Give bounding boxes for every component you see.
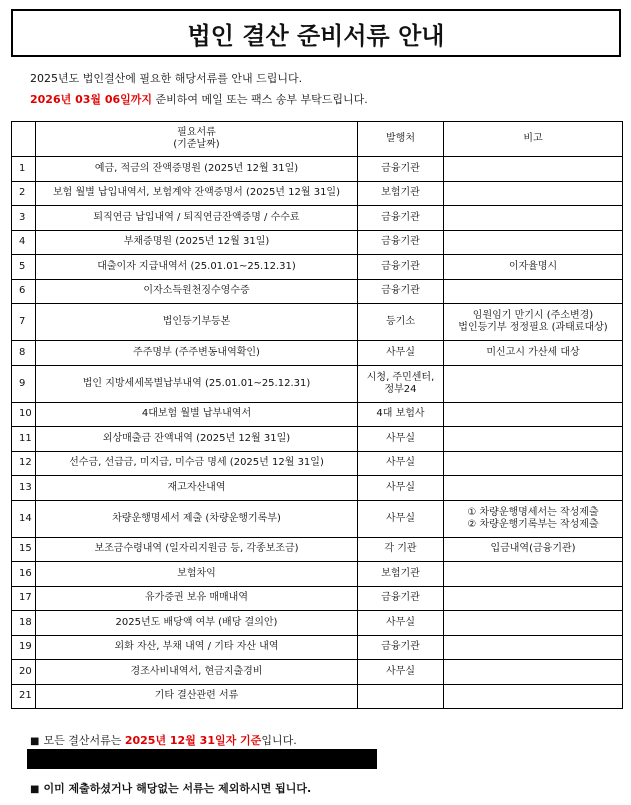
table-row xyxy=(12,562,623,587)
row-note xyxy=(444,230,623,255)
row-note-line: ② 차량운행기록부는 작성제출 xyxy=(467,518,599,530)
row-number: 9 xyxy=(12,365,36,402)
table-row xyxy=(12,537,623,562)
row-number: 13 xyxy=(12,476,36,501)
row-issuer: 금융기관 xyxy=(358,157,444,182)
row-issuer: 금융기관 xyxy=(358,255,444,280)
row-number: 15 xyxy=(12,537,36,562)
row-note xyxy=(444,402,623,427)
row-document: 경조사비내역서, 현금지출경비 xyxy=(36,660,358,685)
row-number: 4 xyxy=(12,230,36,255)
row-document: 기타 결산관련 서류 xyxy=(36,684,358,709)
row-number: 19 xyxy=(12,635,36,660)
row-issuer: 금융기관 xyxy=(358,206,444,231)
intro-line-2-rest: 준비하여 메일 또는 팩스 송부 부탁드립니다. xyxy=(152,93,368,106)
row-issuer: 사무실 xyxy=(358,660,444,685)
table-row xyxy=(12,255,623,280)
table-row xyxy=(12,660,623,685)
row-issuer: 4대 보험사 xyxy=(358,402,444,427)
row-issuer: 각 기관 xyxy=(358,537,444,562)
row-issuer xyxy=(358,684,444,709)
bullet-square-icon: ■ xyxy=(30,736,40,747)
row-number: 5 xyxy=(12,255,36,280)
row-note xyxy=(444,635,623,660)
row-number: 7 xyxy=(12,304,36,341)
row-note xyxy=(444,427,623,452)
header-doc-sublabel: (기준날짜) xyxy=(173,139,220,150)
row-number: 2 xyxy=(12,181,36,206)
row-number: 11 xyxy=(12,427,36,452)
row-issuer: 보험기관 xyxy=(358,181,444,206)
row-issuer: 보험기관 xyxy=(358,562,444,587)
row-document: 차량운행명세서 제출 (차량운행기록부) xyxy=(36,500,358,537)
row-note: 입금내역(금융기관) xyxy=(444,537,623,562)
row-number: 1 xyxy=(12,157,36,182)
row-issuer: 금융기관 xyxy=(358,635,444,660)
bullet-square-icon: ■ xyxy=(30,784,40,795)
row-note xyxy=(444,279,623,304)
row-note xyxy=(444,206,623,231)
row-note xyxy=(444,304,623,341)
table-row xyxy=(12,451,623,476)
row-document: 법인 지방세세목별납부내역 (25.01.01~25.12.31) xyxy=(36,365,358,402)
row-document: 외화 자산, 부채 내역 / 기타 자산 내역 xyxy=(36,635,358,660)
row-note xyxy=(444,562,623,587)
row-issuer: 사무실 xyxy=(358,341,444,366)
row-number: 3 xyxy=(12,206,36,231)
row-note-line: 임원임기 만기시 (주소변경) xyxy=(472,310,594,321)
page-title: 법인 결산 준비서류 안내 xyxy=(187,21,445,50)
row-document: 이자소득원천징수영수증 xyxy=(36,279,358,304)
row-issuer-line: 정부24 xyxy=(384,383,417,395)
table-row xyxy=(12,611,623,636)
row-issuer: 금융기관 xyxy=(358,230,444,255)
table-row xyxy=(12,365,623,402)
row-document: 예금, 적금의 잔액증명원 (2025년 12월 31일) xyxy=(36,157,358,182)
row-note xyxy=(444,181,623,206)
deadline-text: 2026년 03월 06일까지 xyxy=(30,93,153,106)
table-row xyxy=(12,586,623,611)
table-row xyxy=(12,279,623,304)
row-document: 재고자산내역 xyxy=(36,476,358,501)
header-doc xyxy=(36,122,358,157)
footer-line-1-pre: 모든 결산서류는 xyxy=(43,734,125,747)
table-row xyxy=(12,230,623,255)
row-note xyxy=(444,586,623,611)
row-document: 보조금수령내역 (일자리지원금 등, 각종보조금) xyxy=(36,537,358,562)
row-document: 퇴직연금 납입내역 / 퇴직연금잔액증명 / 수수료 xyxy=(36,206,358,231)
footer-line-1-post: 입니다. xyxy=(261,734,297,747)
row-number: 14 xyxy=(12,500,36,537)
row-number: 20 xyxy=(12,660,36,685)
row-issuer: 사무실 xyxy=(358,451,444,476)
table-row xyxy=(12,206,623,231)
row-note xyxy=(444,157,623,182)
row-note xyxy=(444,500,623,537)
table-row xyxy=(12,684,623,709)
table-row xyxy=(12,181,623,206)
row-issuer: 등기소 xyxy=(358,304,444,341)
footer-line-1 xyxy=(30,732,297,748)
header-no xyxy=(12,122,36,157)
table-row xyxy=(12,157,623,182)
row-note xyxy=(444,451,623,476)
row-issuer: 사무실 xyxy=(358,476,444,501)
table-row xyxy=(12,635,623,660)
header-issuer: 발행처 xyxy=(358,122,444,157)
documents-table xyxy=(11,121,623,709)
row-document: 주주명부 (주주변동내역확인) xyxy=(36,341,358,366)
title-box xyxy=(11,9,621,57)
row-document: 보험 월별 납입내역서, 보험계약 잔액증명서 (2025년 12월 31일) xyxy=(36,181,358,206)
row-note xyxy=(444,365,623,402)
row-issuer: 사무실 xyxy=(358,611,444,636)
footer-line-3 xyxy=(30,780,311,796)
row-note xyxy=(444,611,623,636)
footer-basis-date: 2025년 12월 31일자 기준 xyxy=(124,734,262,747)
row-document: 부채증명원 (2025년 12월 31일) xyxy=(36,230,358,255)
row-note xyxy=(444,660,623,685)
row-number: 17 xyxy=(12,586,36,611)
row-document: 대출이자 지급내역서 (25.01.01~25.12.31) xyxy=(36,255,358,280)
row-note xyxy=(444,476,623,501)
row-document: 외상매출금 잔액내역 (2025년 12월 31일) xyxy=(36,427,358,452)
row-issuer-line: 시청, 주민센터, xyxy=(366,371,435,383)
row-issuer: 금융기관 xyxy=(358,279,444,304)
row-issuer: 금융기관 xyxy=(358,586,444,611)
redacted-bar xyxy=(27,749,377,769)
row-note: 이자율명시 xyxy=(444,255,623,280)
row-number: 8 xyxy=(12,341,36,366)
table-row xyxy=(12,304,623,341)
table-row xyxy=(12,341,623,366)
row-issuer xyxy=(358,365,444,402)
row-document: 법인등기부등본 xyxy=(36,304,358,341)
row-document: 선수금, 선급금, 미지급, 미수금 명세 (2025년 12월 31일) xyxy=(36,451,358,476)
row-note-line: 법인등기부 정정필요 (과태료대상) xyxy=(458,322,608,333)
table-row xyxy=(12,476,623,501)
table-row xyxy=(12,427,623,452)
row-number: 21 xyxy=(12,684,36,709)
table-row xyxy=(12,500,623,537)
row-number: 10 xyxy=(12,402,36,427)
row-document: 보험차익 xyxy=(36,562,358,587)
row-note: 미신고시 가산세 대상 xyxy=(444,341,623,366)
row-issuer: 사무실 xyxy=(358,500,444,537)
row-note xyxy=(444,684,623,709)
row-issuer: 사무실 xyxy=(358,427,444,452)
header-note: 비고 xyxy=(444,122,623,157)
table-header-row xyxy=(12,122,623,157)
table-row xyxy=(12,402,623,427)
row-number: 6 xyxy=(12,279,36,304)
row-note-line: ① 차량운행명세서는 작성제출 xyxy=(467,506,599,518)
row-number: 16 xyxy=(12,562,36,587)
footer-line-3-text: 이미 제출하셨거나 해당없는 서류는 제외하시면 됩니다. xyxy=(43,782,312,795)
row-document: 유가증권 보유 매매내역 xyxy=(36,586,358,611)
row-document: 4대보험 월별 납부내역서 xyxy=(36,402,358,427)
row-document: 2025년도 배당액 여부 (배당 결의안) xyxy=(36,611,358,636)
intro-line-1: 2025년도 법인결산에 필요한 해당서류를 안내 드립니다. xyxy=(30,72,303,85)
header-doc-label: 필요서류 xyxy=(177,127,216,138)
row-number: 18 xyxy=(12,611,36,636)
intro-line-2 xyxy=(30,91,368,107)
row-number: 12 xyxy=(12,451,36,476)
